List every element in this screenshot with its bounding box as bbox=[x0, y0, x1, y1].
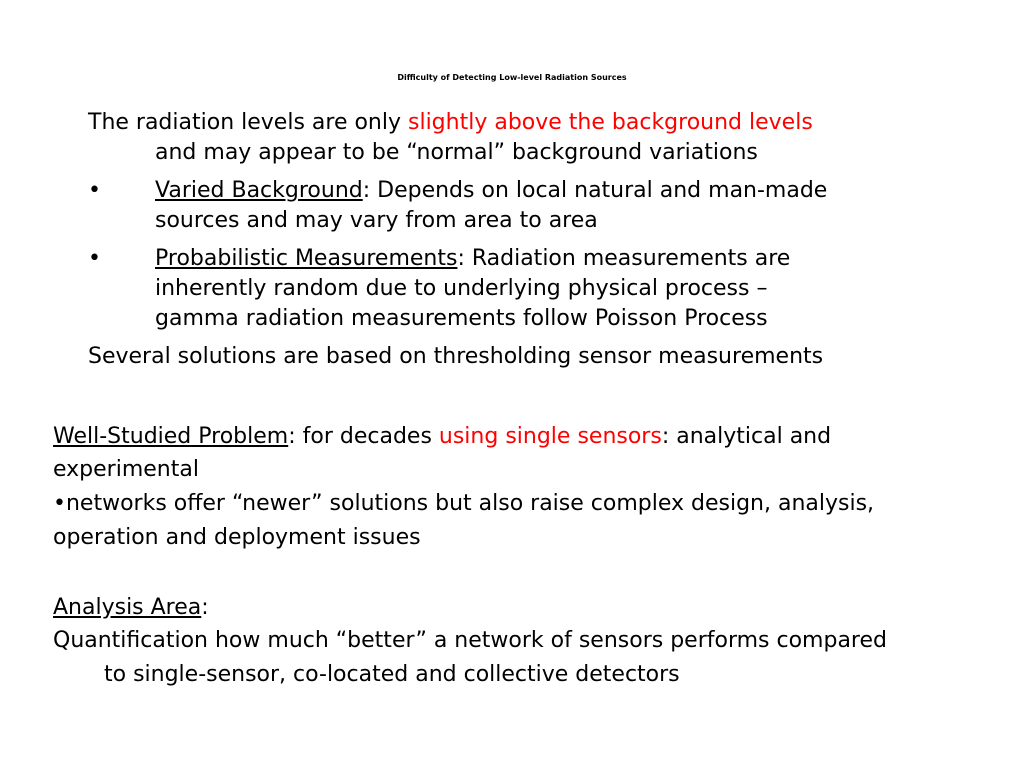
bullet-probabilistic-line-3: gamma radiation measurements follow Poisson Process bbox=[155, 306, 768, 331]
well-studied-line-4: operation and deployment issues bbox=[53, 525, 421, 550]
bullet-term: Probabilistic Measurements bbox=[155, 246, 458, 271]
bullet-probabilistic-line-2: inherently random due to underlying physical process – bbox=[155, 276, 768, 301]
well-studied-emphasis: using single sensors bbox=[438, 424, 662, 449]
analysis-area-line-2: Quantification how much “better” a network of sensors performs compared bbox=[53, 628, 887, 653]
intro-text: The radiation levels are only bbox=[88, 110, 408, 135]
bullet-marker: • bbox=[88, 246, 101, 271]
bullet-varied-background-line-1 bbox=[155, 176, 827, 206]
bullet-text: Radiation measurements are bbox=[471, 246, 791, 271]
bullet-text: Depends on local natural and man-made bbox=[377, 178, 828, 203]
bullet-sep: : bbox=[457, 246, 472, 271]
well-studied-term: Well-Studied Problem bbox=[53, 424, 289, 449]
bullet-probabilistic-line-1 bbox=[155, 244, 790, 274]
several-solutions-text: Several solutions are based on thresholding sensor measurements bbox=[88, 344, 824, 369]
well-studied-line-1 bbox=[53, 422, 831, 452]
well-studied-text: : for decades bbox=[288, 424, 439, 449]
well-studied-text-post: : analytical and bbox=[661, 424, 832, 449]
well-studied-line-2: experimental bbox=[53, 457, 199, 482]
bullet-varied-background-line-2: sources and may vary from area to area bbox=[155, 208, 598, 233]
well-studied-networks-text: networks offer “newer” solutions but also raise complex design, analysis, bbox=[65, 491, 875, 516]
intro-line-1 bbox=[88, 108, 813, 138]
analysis-area-term: Analysis Area bbox=[53, 595, 202, 620]
well-studied-line-3 bbox=[53, 489, 874, 519]
bullet-term: Varied Background bbox=[155, 178, 363, 203]
analysis-area-heading bbox=[53, 593, 209, 623]
intro-emphasis: slightly above the background levels bbox=[408, 110, 813, 135]
analysis-area-line-3: to single-sensor, co-located and collective detectors bbox=[104, 662, 680, 687]
bullet-marker: • bbox=[88, 178, 101, 203]
slide-title: Difficulty of Detecting Low-level Radiation Sources bbox=[397, 73, 627, 82]
bullet-sep: : bbox=[362, 178, 378, 203]
analysis-area-colon: : bbox=[201, 595, 209, 620]
intro-line-2: and may appear to be “normal” background variations bbox=[155, 140, 758, 165]
bullet-marker: • bbox=[53, 491, 66, 516]
